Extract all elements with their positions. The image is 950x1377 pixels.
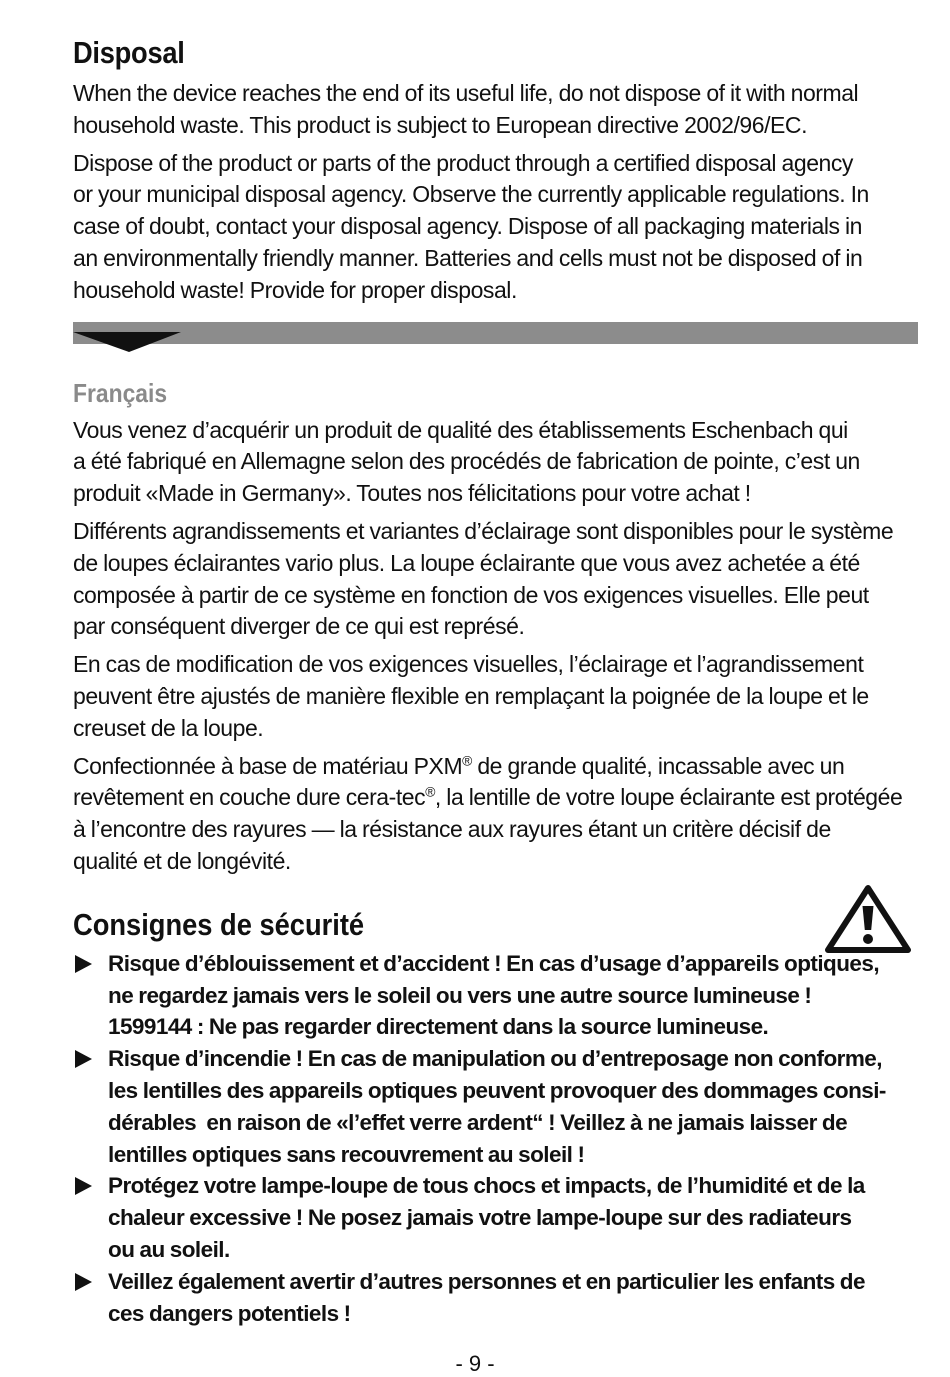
text-line: case of doubt, contact your disposal agency. Dispose of all packaging materials in bbox=[73, 213, 862, 240]
text-line: household waste! Provide for proper disposal. bbox=[73, 276, 517, 303]
text-line: Protégez votre lampe-loupe de tous chocs et impacts, de l’humidité et de la bbox=[108, 1173, 865, 1199]
manual-page bbox=[73, 34, 915, 1329]
safety-item bbox=[73, 1043, 915, 1170]
text-line: ne regardez jamais vers le soleil ou vers une autre source lumineuse ! bbox=[108, 982, 812, 1008]
warning-triangle-icon bbox=[823, 882, 913, 956]
bullet-arrow-icon bbox=[75, 955, 92, 973]
disposal-paragraph-1 bbox=[73, 78, 915, 142]
francais-paragraph-1 bbox=[73, 415, 915, 510]
registered-mark: ® bbox=[425, 784, 435, 800]
text-line: 1599144 : Ne pas regarder directement dans la source lumineuse. bbox=[108, 1014, 769, 1040]
text-line bbox=[73, 782, 915, 814]
text-line: chaleur excessive ! Ne posez jamais votre lampe-loupe sur des radiateurs bbox=[108, 1205, 852, 1231]
text-line bbox=[73, 751, 915, 783]
francais-paragraph-3 bbox=[73, 649, 915, 744]
text-line: or your municipal disposal agency. Observe the currently applicable regulations. In bbox=[73, 181, 869, 208]
text-line: ou au soleil. bbox=[108, 1236, 230, 1262]
divider-down-arrow-icon bbox=[73, 332, 181, 354]
text-line: à l’encontre des rayures — la résistance aux rayures étant un critère décisif de bbox=[73, 816, 831, 843]
text-line: composée à partir de ce système en fonction de vos exigences visuelles. Elle peut bbox=[73, 581, 869, 608]
text-line: par conséquent diverger de ce qui est représé. bbox=[73, 613, 525, 640]
divider-bar bbox=[73, 322, 918, 344]
text-line: Risque d’incendie ! En cas de manipulation ou d’entreposage non conforme, bbox=[108, 1046, 882, 1072]
text-line: Dispose of the product or parts of the product through a certified disposal agency bbox=[73, 149, 853, 176]
safety-item bbox=[73, 1170, 915, 1265]
bullet-arrow-icon bbox=[75, 1177, 92, 1195]
francais-paragraph-4 bbox=[73, 751, 915, 878]
text-line: creuset de la loupe. bbox=[73, 714, 264, 741]
language-heading: Français bbox=[73, 377, 168, 408]
page-number: - 9 - bbox=[455, 1351, 495, 1376]
safety-item bbox=[73, 1266, 915, 1330]
text-fragment: de grande qualité, incassable avec un bbox=[471, 752, 845, 779]
text-line: peuvent être ajustés de manière flexible en remplaçant la poignée de la loupe et le bbox=[73, 682, 869, 709]
text-fragment: revêtement en couche dure cera-tec bbox=[73, 784, 426, 811]
text-line: les lentilles des appareils optiques peuvent provoquer des dommages consi- bbox=[108, 1077, 886, 1103]
disposal-paragraph-2 bbox=[73, 148, 915, 307]
registered-mark: ® bbox=[462, 752, 472, 768]
safety-heading-row bbox=[73, 896, 915, 948]
text-line: household waste. This product is subject to European directive 2002/96/EC. bbox=[73, 111, 808, 138]
text-line: qualité et de longévité. bbox=[73, 847, 291, 874]
text-line: En cas de modification de vos exigences visuelles, l’éclairage et l’agrandissement bbox=[73, 651, 864, 678]
text-line: dérables en raison de «l’effet verre ardent“ ! Veillez à ne jamais laisser de bbox=[108, 1109, 848, 1135]
bullet-arrow-icon bbox=[75, 1050, 92, 1068]
section-divider bbox=[73, 322, 915, 344]
text-line: an environmentally friendly manner. Batteries and cells must not be disposed of in bbox=[73, 244, 863, 271]
francais-paragraph-2 bbox=[73, 516, 915, 643]
disposal-heading: Disposal bbox=[73, 35, 185, 70]
text-line: When the device reaches the end of its useful life, do not dispose of it with normal bbox=[73, 80, 859, 106]
text-fragment: , la lentille de votre loupe éclairante est protégée bbox=[434, 784, 903, 811]
text-line: Différents agrandissements et variantes d’éclairage sont disponibles pour le système bbox=[73, 517, 894, 544]
text-line: Veillez également avertir d’autres personnes et en particulier les enfants de bbox=[108, 1268, 865, 1294]
text-line: de loupes éclairantes vario plus. La loupe éclairante que vous avez achetée a été bbox=[73, 549, 860, 576]
safety-heading: Consignes de sécurité bbox=[73, 906, 365, 942]
safety-item bbox=[73, 948, 915, 1043]
text-line: lentilles optiques sans recouvrement au soleil ! bbox=[108, 1141, 585, 1167]
text-line: a été fabriqué en Allemagne selon des procédés de fabrication de pointe, c’est un bbox=[73, 448, 860, 475]
text-line: Vous venez d’acquérir un produit de qualité des établissements Eschenbach qui bbox=[73, 416, 848, 443]
bullet-arrow-icon bbox=[75, 1273, 92, 1291]
text-line: Risque d’éblouissement et d’accident ! En cas d’usage d’appareils optiques, bbox=[108, 950, 880, 976]
text-fragment: Confectionnée à base de matériau PXM bbox=[73, 752, 463, 779]
safety-list bbox=[73, 948, 915, 1330]
text-line: ces dangers potentiels ! bbox=[108, 1300, 351, 1326]
text-line: produit «Made in Germany». Toutes nos félicitations pour votre achat ! bbox=[73, 480, 751, 507]
